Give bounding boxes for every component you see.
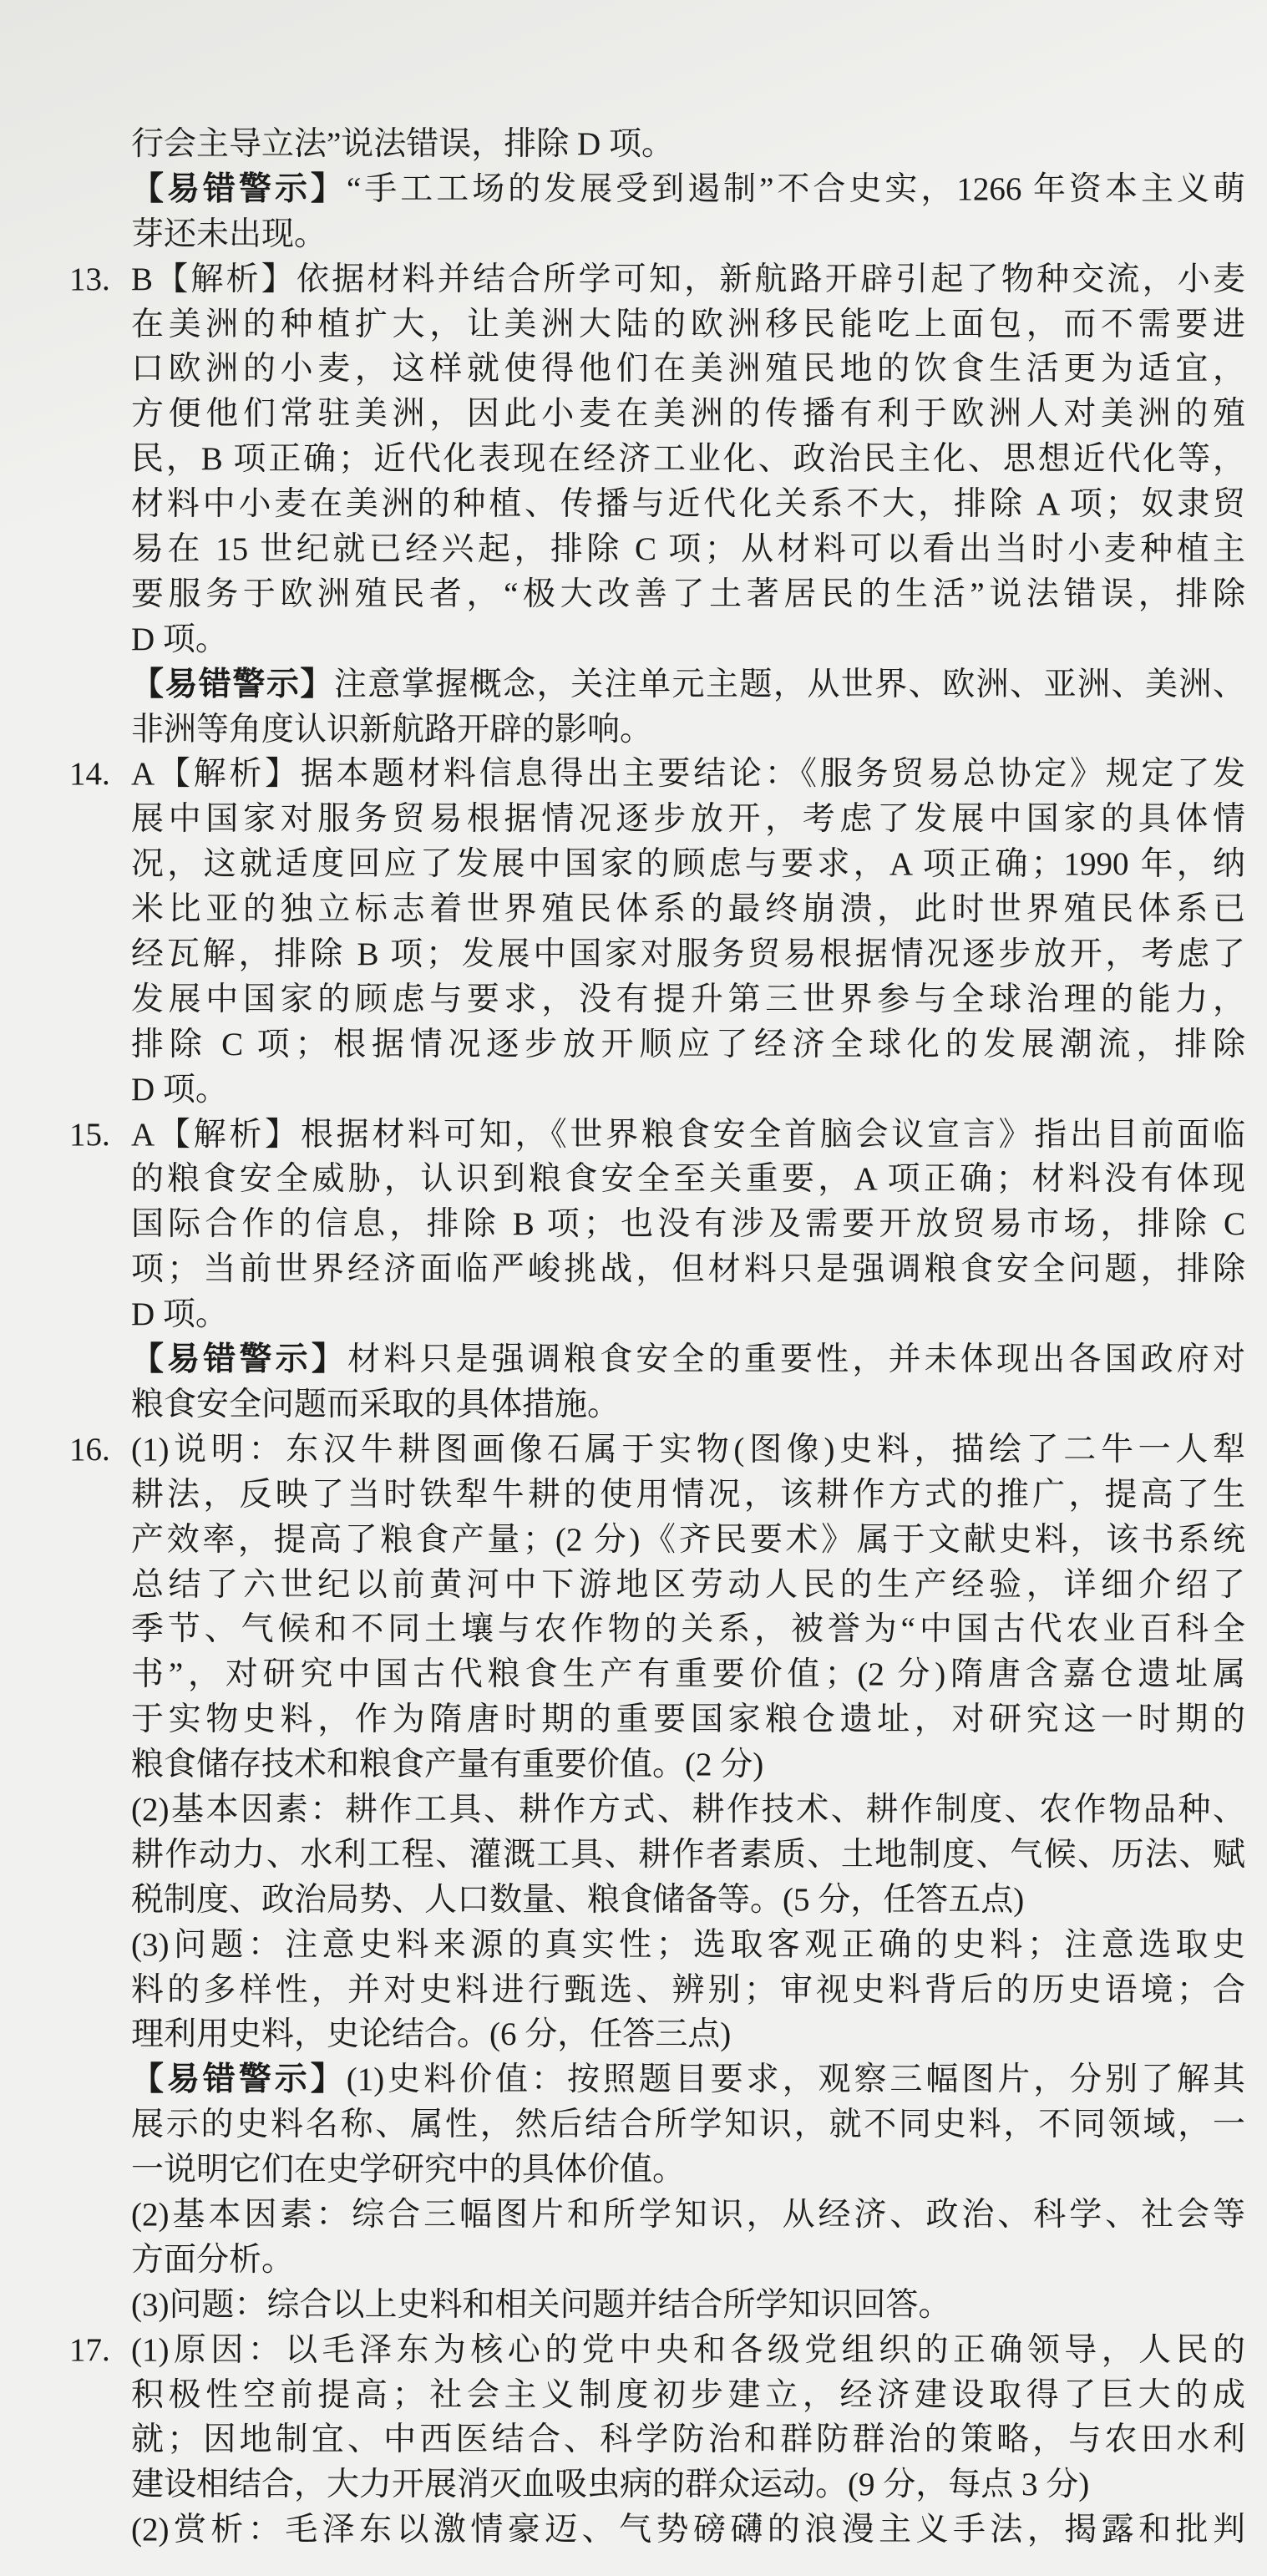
- text-line: 总结了六世纪以前黄河中下游地区劳动人民的生产经验，详细介绍了: [131, 1566, 1245, 1603]
- text-line: D 项。: [131, 1071, 228, 1108]
- text-line: [69, 2328, 1245, 2373]
- line-text: “手工工场的发展受到遏制”不合史实，1266 年资本主义萌: [346, 170, 1245, 207]
- text-line: 于实物史料，作为隋唐时期的重要国家粮仓遗址，对研究这一时期的: [131, 1701, 1245, 1738]
- text-line: 粮食安全问题而采取的具体措施。: [131, 1386, 621, 1422]
- text-line: D 项。: [131, 1296, 228, 1333]
- text-line: [131, 662, 1245, 707]
- line-text: (1)史料价值：按照题目要求，观察三幅图片，分别了解其: [346, 2061, 1245, 2098]
- text-line: 发展中国家的顾虑与要求，没有提升第三世界参与全球治理的能力，: [131, 981, 1245, 1017]
- text-line: 易在 15 世纪就已经兴起，排除 C 项；从材料可以看出当时小麦种植主: [131, 531, 1245, 568]
- line-text: (1)原因：以毛泽东为核心的党中央和各级党组织的正确领导，人民的: [131, 2331, 1245, 2368]
- text-line: 非洲等角度认识新航路开辟的影响。: [131, 711, 653, 748]
- line-text: A【解析】据本题材料信息得出主要结论：《服务贸易总协定》规定了发: [131, 756, 1245, 793]
- error-warning-label: 【易错警示】: [131, 170, 347, 208]
- text-line: 书”，对研究中国古代粮食生产有重要价值；(2 分)隋唐含嘉仓遗址属: [131, 1656, 1245, 1693]
- error-warning-label: 【易错警示】: [131, 1341, 347, 1379]
- text-line: 方便他们常驻美洲，因此小麦在美洲的传播有利于欧洲人对美洲的殖: [131, 396, 1245, 433]
- question-13: [69, 257, 1245, 753]
- text-line: D 项。: [131, 621, 228, 657]
- line-text: 材料只是强调粮食安全的重要性，并未体现出各国政府对: [347, 1341, 1245, 1378]
- question-number: 17.: [69, 2331, 110, 2368]
- text-line: 一说明它们在史学研究中的具体价值。: [131, 2152, 686, 2188]
- text-line: (3)问题：注意史料来源的真实性；选取客观正确的史料；注意选取史: [131, 1926, 1245, 1963]
- text-line: 展中国家对服务贸易根据情况逐步放开，考虑了发展中国家的具体情: [131, 801, 1245, 838]
- text-line: 粮食储存技术和粮食产量有重要价值。(2 分): [131, 1747, 764, 1783]
- text-line: (2)基本因素：耕作工具、耕作方式、耕作技术、耕作制度、农作物品种、: [131, 1791, 1245, 1828]
- text-line: [69, 752, 1245, 797]
- question-14: [69, 752, 1245, 1112]
- text-line: 要服务于欧洲殖民者，“极大改善了土著居民的生活”说法错误，排除: [131, 576, 1245, 612]
- text-line: (2)基本因素：综合三幅图片和所学知识，从经济、政治、科学、社会等: [131, 2196, 1245, 2233]
- question-number: 14.: [69, 756, 110, 793]
- text-line: [131, 1337, 1245, 1382]
- error-warning-label: 【易错警示】: [131, 665, 334, 703]
- text-line: 展示的史料名称、属性，然后结合所学知识，就不同史料，不同领域，一: [131, 2107, 1245, 2143]
- text-line: [69, 257, 1245, 302]
- text-line: [69, 1427, 1245, 1473]
- text-line: 项；当前世界经济面临严峻挑战，但材料只是强调粮食安全问题，排除: [131, 1251, 1245, 1288]
- line-text: B【解析】依据材料并结合所学可知，新航路开辟引起了物种交流，小麦: [131, 261, 1245, 297]
- text-line: (3)问题：综合以上史料和相关问题并结合所学知识回答。: [131, 2286, 951, 2323]
- line-text: (1)说明：东汉牛耕图画像石属于实物(图像)史料，描绘了二牛一人犁: [131, 1431, 1245, 1468]
- text-line: [69, 1113, 1245, 1158]
- text-line: 排除 C 项；根据情况逐步放开顺应了经济全球化的发展潮流，排除: [131, 1026, 1245, 1062]
- question-17: [69, 2328, 1245, 2553]
- text-line: 耕作动力、水利工程、灌溉工具、耕作者素质、土地制度、气候、历法、赋: [131, 1836, 1245, 1873]
- line-text: 注意掌握概念，关注单元主题，从世界、欧洲、亚洲、美洲、: [333, 666, 1245, 702]
- text-line: 经瓦解，排除 B 项；发展中国家对服务贸易根据情况逐步放开，考虑了: [131, 936, 1245, 973]
- text-line: 材料中小麦在美洲的种植、传播与近代化关系不大，排除 A 项；奴隶贸: [131, 486, 1245, 523]
- text-line: 方面分析。: [131, 2241, 295, 2278]
- text-line: 在美洲的种植扩大，让美洲大陆的欧洲移民能吃上面包，而不需要进: [131, 306, 1245, 342]
- text-line: 料的多样性，并对史料进行甄选、辨别；审视史料背后的历史语境；合: [131, 1971, 1245, 2008]
- text-line: 耕法，反映了当时铁犁牛耕的使用情况，该耕作方式的推广，提高了生: [131, 1476, 1245, 1513]
- question-number: 16.: [69, 1431, 110, 1468]
- text-line: 况，这就适度回应了发展中国家的顾虑与要求，A 项正确；1990 年，纳: [131, 846, 1245, 883]
- text-line: 国际合作的信息，排除 B 项；也没有涉及需要开放贸易市场，排除 C: [131, 1206, 1245, 1243]
- question-16: [69, 1427, 1245, 2328]
- text-line: 建设相结合，大力开展消灭血吸虫病的群众运动。(9 分，每点 3 分): [131, 2467, 1090, 2503]
- text-line: 米比亚的独立标志着世界殖民体系的最终崩溃，此时世界殖民体系已: [131, 891, 1245, 928]
- text-line: [131, 2057, 1245, 2102]
- text-line: 的粮食安全威胁，认识到粮食安全至关重要，A 项正确；材料没有体现: [131, 1161, 1245, 1198]
- text-line: 芽还未出现。: [131, 216, 327, 252]
- question-15: [69, 1113, 1245, 1427]
- text-line: 产效率，提高了粮食产量；(2 分)《齐民要术》属于文献史料，该书系统: [131, 1521, 1245, 1558]
- previous-answer-continuation: [131, 122, 1245, 257]
- text-line: 积极性空前提高；社会主义制度初步建立，经济建设取得了巨大的成: [131, 2376, 1245, 2413]
- text-line: 行会主导立法”说法错误，排除 D 项。: [131, 126, 674, 162]
- text-line: 就；因地制宜、中西医结合、科学防治和群防群治的策略，与农田水利: [131, 2421, 1245, 2458]
- text-line: [131, 167, 1245, 212]
- text-line: 理利用史料，史论结合。(6 分，任答三点): [131, 2016, 732, 2053]
- text-line: 口欧洲的小麦，这样就使得他们在美洲殖民地的饮食生活更为适宜，: [131, 351, 1245, 388]
- text-line: 税制度、政治局势、人口数量、粮食储备等。(5 分，任答五点): [131, 1881, 1025, 1918]
- text-line: (2)赏析：毛泽东以激情豪迈、气势磅礴的浪漫主义手法，揭露和批判: [131, 2512, 1245, 2548]
- text-line: 季节、气候和不同土壤与农作物的关系，被誉为“中国古代农业百科全: [131, 1611, 1245, 1648]
- answer-text-column: [69, 122, 1245, 2553]
- question-number: 15.: [69, 1116, 110, 1153]
- error-warning-label: 【易错警示】: [131, 2061, 347, 2099]
- text-line: 民，B 项正确；近代化表现在经济工业化、政治民主化、思想近代化等，: [131, 441, 1245, 478]
- line-text: A【解析】根据材料可知，《世界粮食安全首脑会议宣言》指出目前面临: [131, 1116, 1245, 1153]
- question-number: 13.: [69, 261, 110, 297]
